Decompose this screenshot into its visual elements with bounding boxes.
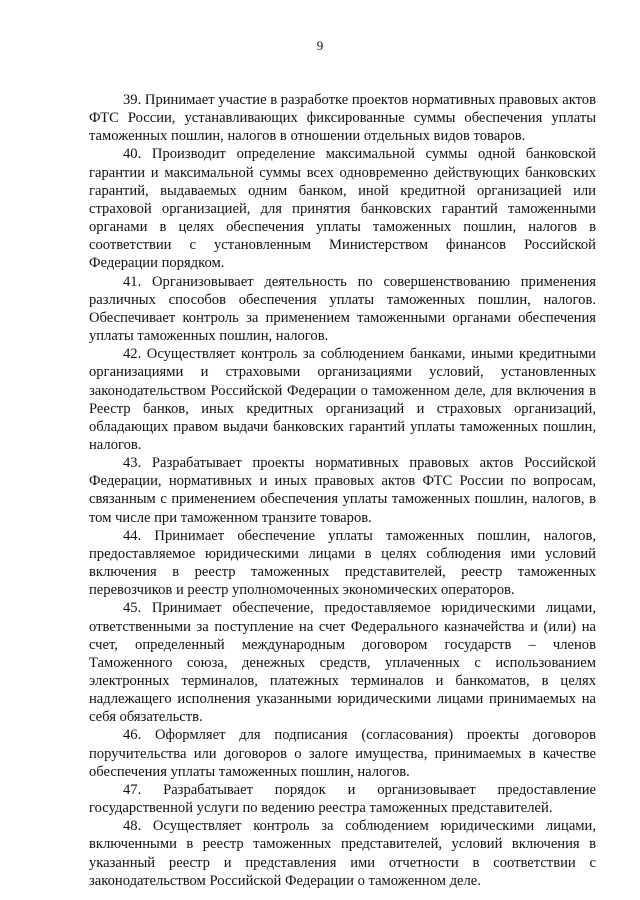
paragraph-41: 41. Организовывает деятельность по совершенствованию применения различных способов обеспечения уплаты таможенных пошлин, налогов. Обеспечивает контроль за применением таможенными органами обеспечения уплаты таможенных пошлин, налогов. xyxy=(89,273,596,345)
paragraph-42: 42. Осуществляет контроль за соблюдением банками, иными кредитными организациями и страховыми организациями условий, установленных законодательством Российской Федерации о таможенном деле, для включения в Реестр банков, иных кредитных организаций и страховых организаций, обладающих правом выдачи банковских гарантий уплаты таможенных пошлин, налогов. xyxy=(89,346,596,453)
paragraph-45: 45. Принимает обеспечение, предоставляемое юридическими лицами, ответственными за поступление на счет Федерального казначейства и (или) на счет, определенный международным договором государств – членов Таможенного союза, денежных средств, уплаченных с использованием электронных терминалов, платежных терминалов и банкоматов, в целях надлежащего исполнения указанными юридическими лицами принимаемых на себя обязательств. xyxy=(89,600,596,726)
paragraph-46: 46. Оформляет для подписания (согласования) проекты договоров поручительства или договоров о залоге имущества, принимаемых в качестве обеспечения уплаты таможенных пошлин, налогов. xyxy=(89,727,596,780)
paragraph-48: 48. Осуществляет контроль за соблюдением юридическими лицами, включенными в реестр таможенных представителей, условий включения в указанный реестр и представления ими отчетности в соответствии с законодательством Российской Федерации о таможенном деле. xyxy=(89,818,596,889)
paragraph-43: 43. Разрабатывает проекты нормативных правовых актов Российской Федерации, нормативных и иных правовых актов ФТС России по вопросам, связанным с применением обеспечения уплаты таможенных пошлин, налогов, в том числе при таможенном транзите товаров. xyxy=(89,455,596,526)
paragraph-44: 44. Принимает обеспечение уплаты таможенных пошлин, налогов, предоставляемое юридическими лицами в целях соблюдения ими условий включения в реестр таможенных представителей, реестр таможенных перевозчиков и реестр уполномоченных экономических операторов. xyxy=(89,527,596,599)
page-number: 9 xyxy=(316,38,324,53)
paragraph-39: 39. Принимает участие в разработке проектов нормативных правовых актов ФТС России, устанавливающих фиксированные суммы обеспечения уплаты таможенных пошлин, налогов в отношении отдельных видов товаров. xyxy=(89,92,596,145)
document-body xyxy=(89,91,596,890)
paragraph-40: 40. Производит определение максимальной суммы одной банковской гарантии и максимальной суммы всех одновременно действующих банковских гарантий, выдаваемых одним банком, иной кредитной организацией или страховой организацией, для принятия банковских гарантий таможенными органами в целях обеспечения уплаты таможенных пошлин, налогов в соответствии с установленным Министерством финансов Российской Федерации порядком. xyxy=(89,146,596,272)
paragraph-47: 47. Разрабатывает порядок и организовывает предоставление государственной услуги по ведению реестра таможенных представителей. xyxy=(89,781,596,817)
